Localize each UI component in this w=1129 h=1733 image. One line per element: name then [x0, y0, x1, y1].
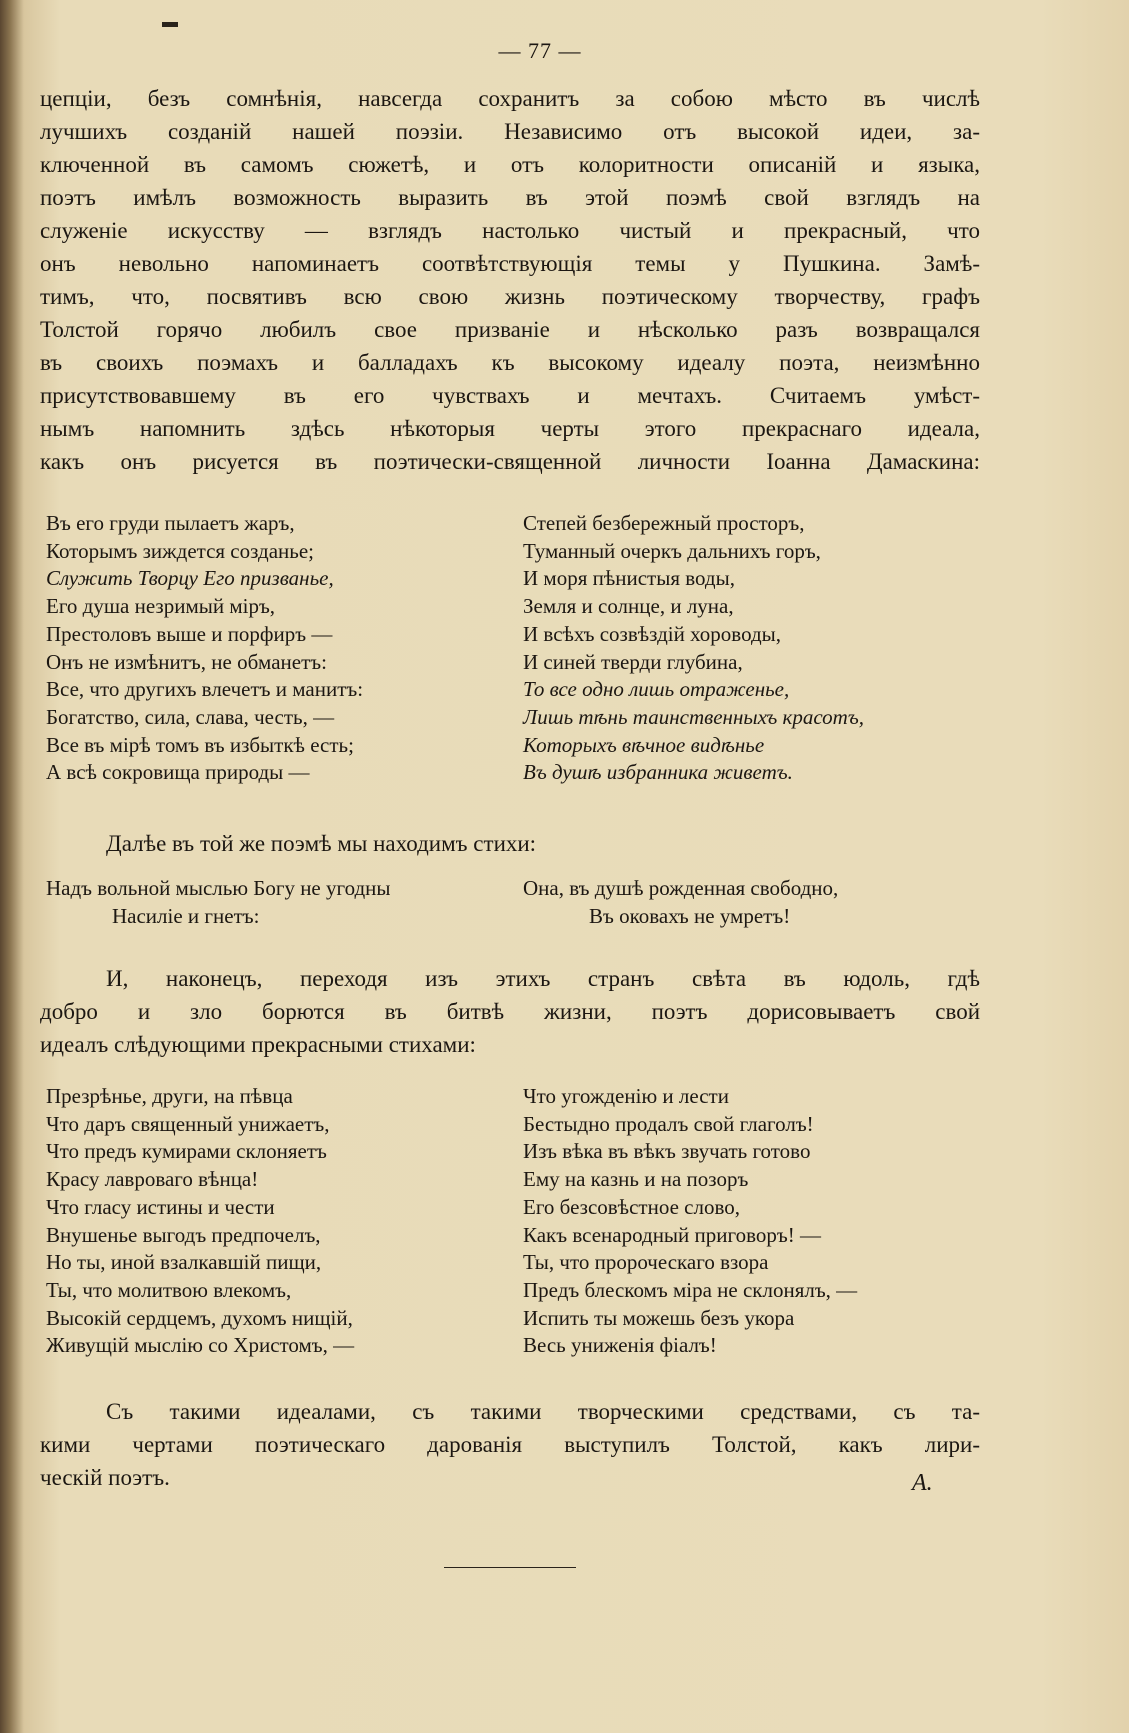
verse-line: То все одно лишь отраженье, — [523, 677, 790, 702]
verse-line: Его душа незримый міръ, — [46, 594, 276, 619]
text-line: тимъ, что, посвятивъ всю свою жизнь поэтическому творчеству, графъ — [40, 284, 980, 309]
verse-line: Престоловъ выше и порфиръ — — [46, 621, 333, 646]
page-number: — 77 — — [498, 38, 582, 63]
verse-line: Красу лавроваго вѣнца! — [46, 1167, 259, 1192]
verse-line: Насиліе и гнетъ: — [112, 903, 260, 928]
paragraph-1 — [40, 82, 980, 478]
verse-line: Ты, что молитвою влекомъ, — [46, 1277, 292, 1302]
text-line: Толстой горячо любилъ свое призваніе и нѣсколько разъ возвращался — [40, 317, 980, 342]
verse-1-right-column — [523, 510, 864, 787]
verse-line: И всѣхъ созвѣздій хороводы, — [523, 621, 782, 646]
verse-line: Служить Творцу Его призванье, — [46, 566, 334, 591]
verse-1-left-column — [46, 510, 363, 787]
verse-line: А всѣ сокровища природы — — [46, 760, 310, 785]
text-line: поэтъ имѣлъ возможность выразить въ этой поэмѣ свой взглядъ на — [40, 185, 980, 210]
verse-line: Живущій мыслію со Христомъ, — — [46, 1333, 355, 1358]
text-line: нымъ напомнить здѣсь нѣкоторыя черты этого прекраснаго идеала, — [40, 416, 980, 441]
verse-line: Туманный очеркъ дальнихъ горъ, — [523, 538, 821, 563]
text-line: въ своихъ поэмахъ и балладахъ къ высокому идеалу поэта, неизмѣнно — [40, 350, 980, 375]
verse-line: Презрѣнье, други, на пѣвца — [46, 1084, 293, 1108]
verse-line: Ему на казнь и на позоръ — [523, 1167, 749, 1192]
text-line: ческій поэтъ. — [40, 1465, 170, 1490]
verse-line: Въ душѣ избранника живетъ. — [523, 760, 793, 785]
verse-line: И моря пѣнистыя воды, — [523, 566, 735, 591]
verse-line: Все, что другихъ влечетъ и манитъ: — [46, 677, 364, 702]
verse-line: Ты, что пророческаго взора — [523, 1250, 769, 1275]
verse-line: Что гласу истины и чести — [46, 1194, 275, 1219]
text-line: ключенной въ самомъ сюжетѣ, и отъ колоритности описаній и языка, — [40, 152, 980, 177]
verse-line: Богатство, сила, слава, честь, — — [46, 704, 335, 729]
verse-line: Все въ мірѣ томъ въ избыткѣ есть; — [46, 732, 354, 757]
verse-line: Высокій сердцемъ, духомъ нищій, — [46, 1305, 353, 1330]
section-divider — [444, 1567, 576, 1568]
verse-line: Что предъ кумирами склоняетъ — [46, 1139, 327, 1164]
verse-line: Что угожденію и лести — [523, 1084, 729, 1108]
text-line: Далѣе въ той же поэмѣ мы находимъ стихи: — [106, 831, 537, 856]
text-line: присутствовавшему въ его чувствахъ и мечтахъ. Считаемъ умѣст- — [40, 383, 980, 408]
verse-line: И синей тверди глубина, — [523, 649, 743, 674]
verse-line: Онъ не измѣнитъ, не обманетъ: — [46, 649, 327, 674]
paragraph-3 — [40, 962, 980, 1061]
text-line: служеніе искусству — взглядъ настолько чистый и прекрасный, что — [40, 218, 980, 243]
paragraph-4 — [40, 1395, 980, 1494]
verse-2-left-column — [46, 875, 391, 930]
verse-line: Изъ вѣка въ вѣкъ звучать готово — [523, 1139, 811, 1164]
verse-line: Весь униженія фіалъ! — [523, 1333, 717, 1358]
verse-3-left-column — [46, 1083, 354, 1360]
text-line: цепціи, безъ сомнѣнія, навсегда сохранитъ за собою мѣсто въ числѣ — [40, 86, 980, 111]
text-line: какъ онъ рисуется въ поэтически-священной личности Іоанна Дамаскина: — [40, 449, 980, 474]
verse-2-right-column — [523, 875, 838, 930]
verse-line: Его безсовѣстное слово, — [523, 1194, 740, 1219]
verse-line: Внушенье выгодъ предпочелъ, — [46, 1222, 321, 1247]
verse-line: Но ты, иной взалкавшій пищи, — [46, 1250, 322, 1275]
verse-line: Она, въ душѣ рожденная свободно, — [523, 876, 839, 900]
text-line: добро и зло борются въ битвѣ жизни, поэтъ дорисовываетъ свой — [40, 999, 980, 1024]
text-line: кими чертами поэтическаго дарованія выступилъ Толстой, какъ лири- — [40, 1432, 980, 1457]
author-signature: А. — [912, 1470, 933, 1496]
verse-line: Земля и солнце, и луна, — [523, 594, 734, 619]
verse-line: Которымъ зиждется созданье; — [46, 538, 315, 563]
text-line: И, наконецъ, переходя изъ этихъ странъ свѣта въ юдоль, гдѣ — [106, 966, 980, 991]
paragraph-2 — [106, 827, 926, 860]
text-line: идеалъ слѣдующими прекрасными стихами: — [40, 1032, 476, 1057]
verse-line: Степей безбережный просторъ, — [523, 511, 805, 535]
verse-line: Испить ты можешь безъ укора — [523, 1305, 795, 1330]
verse-line: Предъ блескомъ міра не склонялъ, — — [523, 1277, 858, 1302]
verse-line: Которыхъ вѣчное видѣнье — [523, 732, 765, 757]
ink-mark — [162, 22, 178, 27]
text-line: онъ невольно напоминаетъ соотвѣтствующія темы у Пушкина. Замѣ- — [40, 251, 980, 276]
verse-line: Надъ вольной мыслью Богу не угодны — [46, 876, 391, 900]
verse-line: Лишь тѣнь таинственныхъ красотъ, — [523, 704, 864, 729]
verse-line: Въ оковахъ не умретъ! — [589, 903, 791, 928]
verse-3-right-column — [523, 1083, 857, 1360]
verse-line: Что даръ священный унижаетъ, — [46, 1111, 330, 1136]
verse-line: Какъ всенародный приговоръ! — — [523, 1222, 821, 1247]
verse-line: Въ его груди пылаетъ жаръ, — [46, 511, 295, 535]
verse-line: Бестыдно продалъ свой глаголъ! — [523, 1111, 814, 1136]
text-line: лучшихъ созданій нашей поэзіи. Независимо отъ высокой идеи, за- — [40, 119, 980, 144]
text-line: Съ такими идеалами, съ такими творческими средствами, съ та- — [106, 1399, 980, 1424]
